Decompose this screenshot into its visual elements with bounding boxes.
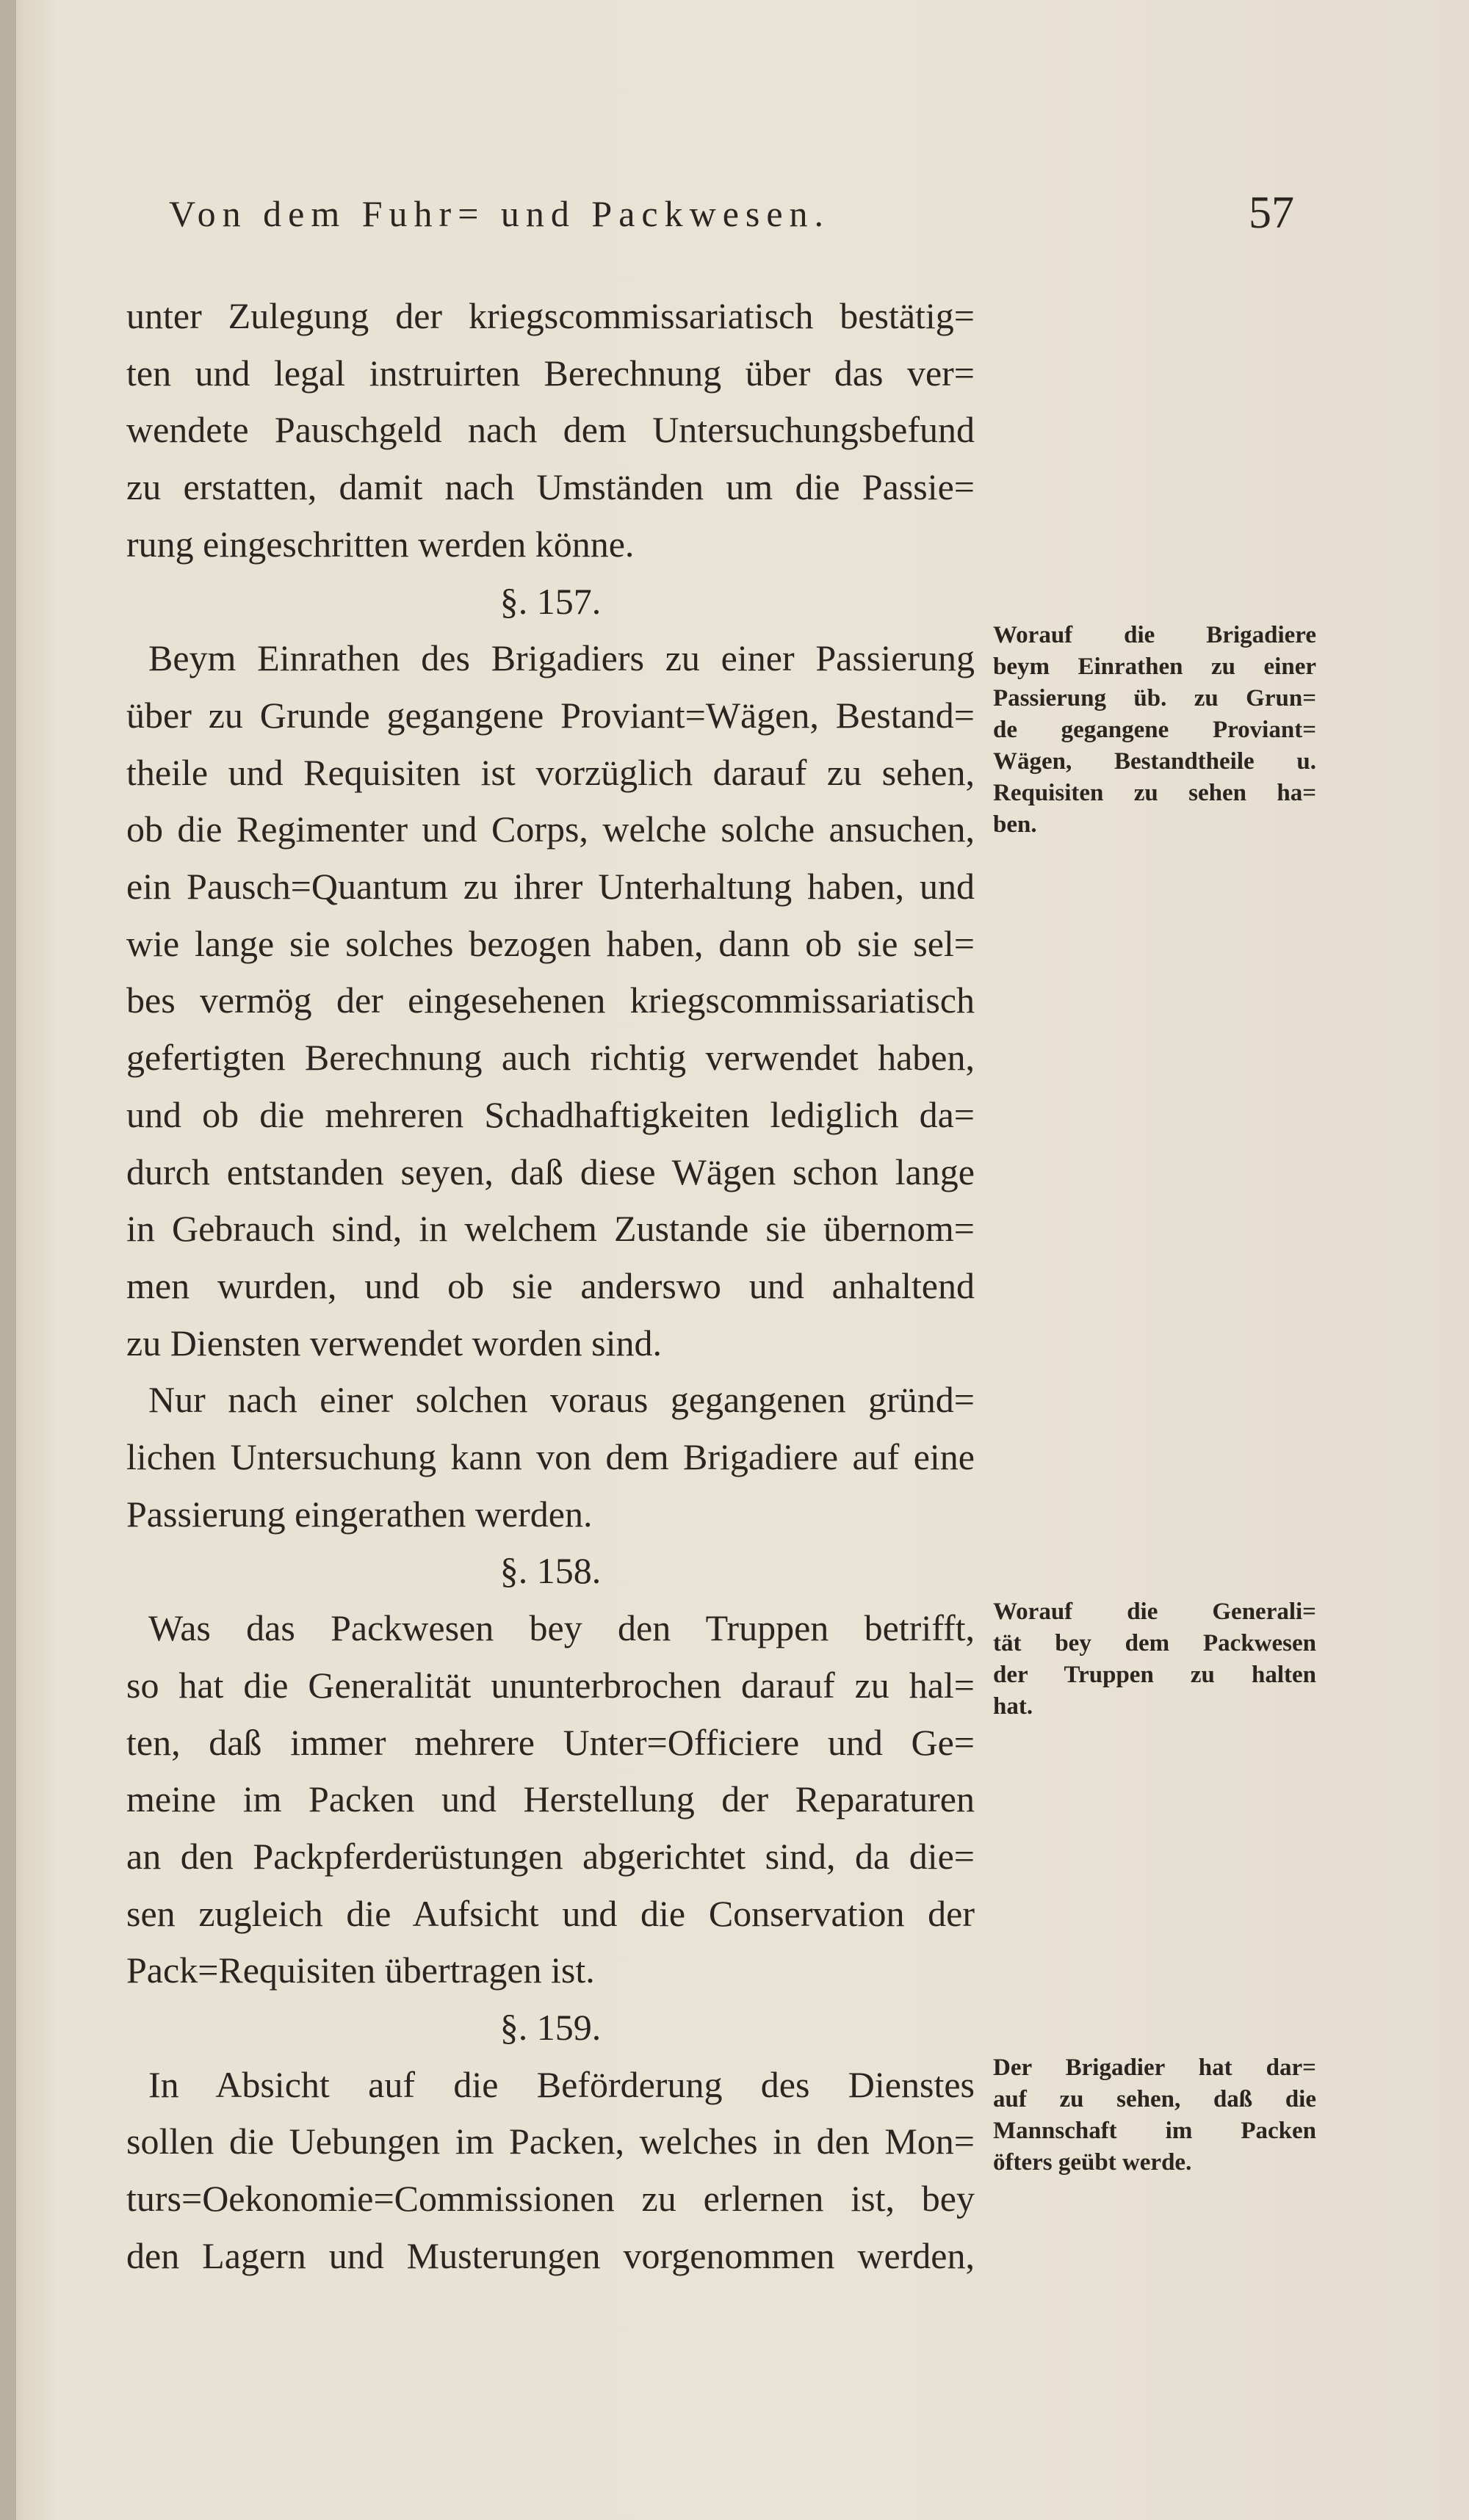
text-line: in Gebrauch sind, in welchem Zustande sie übernom= (126, 1208, 975, 1250)
text-line: lichen Untersuchung kann von dem Brigadiere auf eine (126, 1436, 975, 1477)
text-line: Pack=Requisiten übertragen ist. (126, 1949, 595, 1991)
text-line: meine im Packen und Herstellung der Reparaturen (126, 1778, 975, 1820)
text-line: In Absicht auf die Beförderung des Dienstes (148, 2063, 975, 2105)
text-line: wie lange sie solches bezogen haben, dann ob sie sel= (126, 922, 975, 964)
text-line: Was das Packwesen bey den Truppen betrifft, (148, 1607, 975, 1649)
text-line: gefertigten Berechnung auch richtig verwendet haben, (126, 1037, 975, 1079)
text-line: unter Zulegung der kriegscommissariatisch bestätig= (126, 295, 975, 336)
section-heading: §. 159. (499, 2007, 602, 2048)
text-line: so hat die Generalität ununterbrochen darauf zu hal= (126, 1664, 975, 1706)
text-line: bes vermög der eingesehenen kriegscommissariatisch (126, 980, 975, 1021)
text-line: zu Diensten verwendet worden sind. (126, 1322, 662, 1364)
text-line: wendete Pauschgeld nach dem Untersuchungsbefund (126, 409, 975, 451)
margin-note-line: hat. (993, 1693, 1033, 1720)
margin-note-line: Requisiten zu sehen ha= (993, 780, 1316, 806)
text-line: Beym Einrathen des Brigadiers zu einer Passierung (148, 637, 975, 679)
text-line: Passierung eingerathen werden. (126, 1493, 593, 1535)
page-number: 57 (1249, 188, 1294, 238)
text-line: ten und legal instruirten Berechnung über das ver= (126, 352, 975, 394)
margin-note-line: auf zu sehen, daß die (993, 2086, 1316, 2112)
text-line: turs=Oekonomie=Commissionen zu erlernen ist, bey (126, 2178, 975, 2220)
text-line: und ob die mehreren Schadhaftigkeiten lediglich da= (126, 1093, 975, 1135)
page-edge (0, 0, 16, 2520)
margin-note-line: Worauf die Generali= (993, 1598, 1316, 1625)
text-line: zu erstatten, damit nach Umständen um die Passie= (126, 466, 975, 508)
margin-note-line: öfters geübt werde. (993, 2149, 1192, 2176)
margin-note-line: Wägen, Bestandtheile u. (993, 748, 1316, 775)
text-line: rung eingeschritten werden könne. (126, 523, 635, 565)
text-line: an den Packpferderüstungen abgerichtet sind, da die= (126, 1835, 975, 1877)
margin-note-line: beym Einrathen zu einer (993, 653, 1316, 680)
margin-note-line: Passierung üb. zu Grun= (993, 685, 1316, 712)
text-line: Nur nach einer solchen voraus gegangenen gründ= (148, 1379, 975, 1421)
margin-note-line: ben. (993, 811, 1037, 838)
section-heading: §. 158. (499, 1550, 602, 1592)
margin-note-line: de gegangene Proviant= (993, 717, 1316, 743)
text-line: ob die Regimenter und Corps, welche solche ansuchen, (126, 808, 975, 850)
section-heading: §. 157. (499, 580, 602, 622)
margin-note-line: Der Brigadier hat dar= (993, 2054, 1316, 2081)
text-line: sollen die Uebungen im Packen, welches in den Mon= (126, 2121, 975, 2162)
text-line: theile und Requisiten ist vorzüglich darauf zu sehen, (126, 751, 975, 793)
text-line: men wurden, und ob sie anderswo und anhaltend (126, 1264, 975, 1306)
margin-note-line: Worauf die Brigadiere (993, 622, 1316, 648)
margin-note-line: der Truppen zu halten (993, 1662, 1316, 1688)
margin-note-line: tät bey dem Packwesen (993, 1630, 1316, 1657)
text-line: den Lagern und Musterungen vorgenommen werden, (126, 2234, 975, 2276)
running-title: Von dem Fuhr= und Packwesen. (169, 193, 831, 234)
text-line: über zu Grunde gegangene Proviant=Wägen, Bestand= (126, 694, 975, 736)
text-line: sen zugleich die Aufsicht und die Conservation der (126, 1892, 975, 1934)
text-line: ein Pausch=Quantum zu ihrer Unterhaltung haben, und (126, 866, 975, 907)
text-line: durch entstanden seyen, daß diese Wägen schon lange (126, 1151, 975, 1192)
margin-note-line: Mannschaft im Packen (993, 2118, 1316, 2144)
text-line: ten, daß immer mehrere Unter=Officiere und Ge= (126, 1721, 975, 1763)
